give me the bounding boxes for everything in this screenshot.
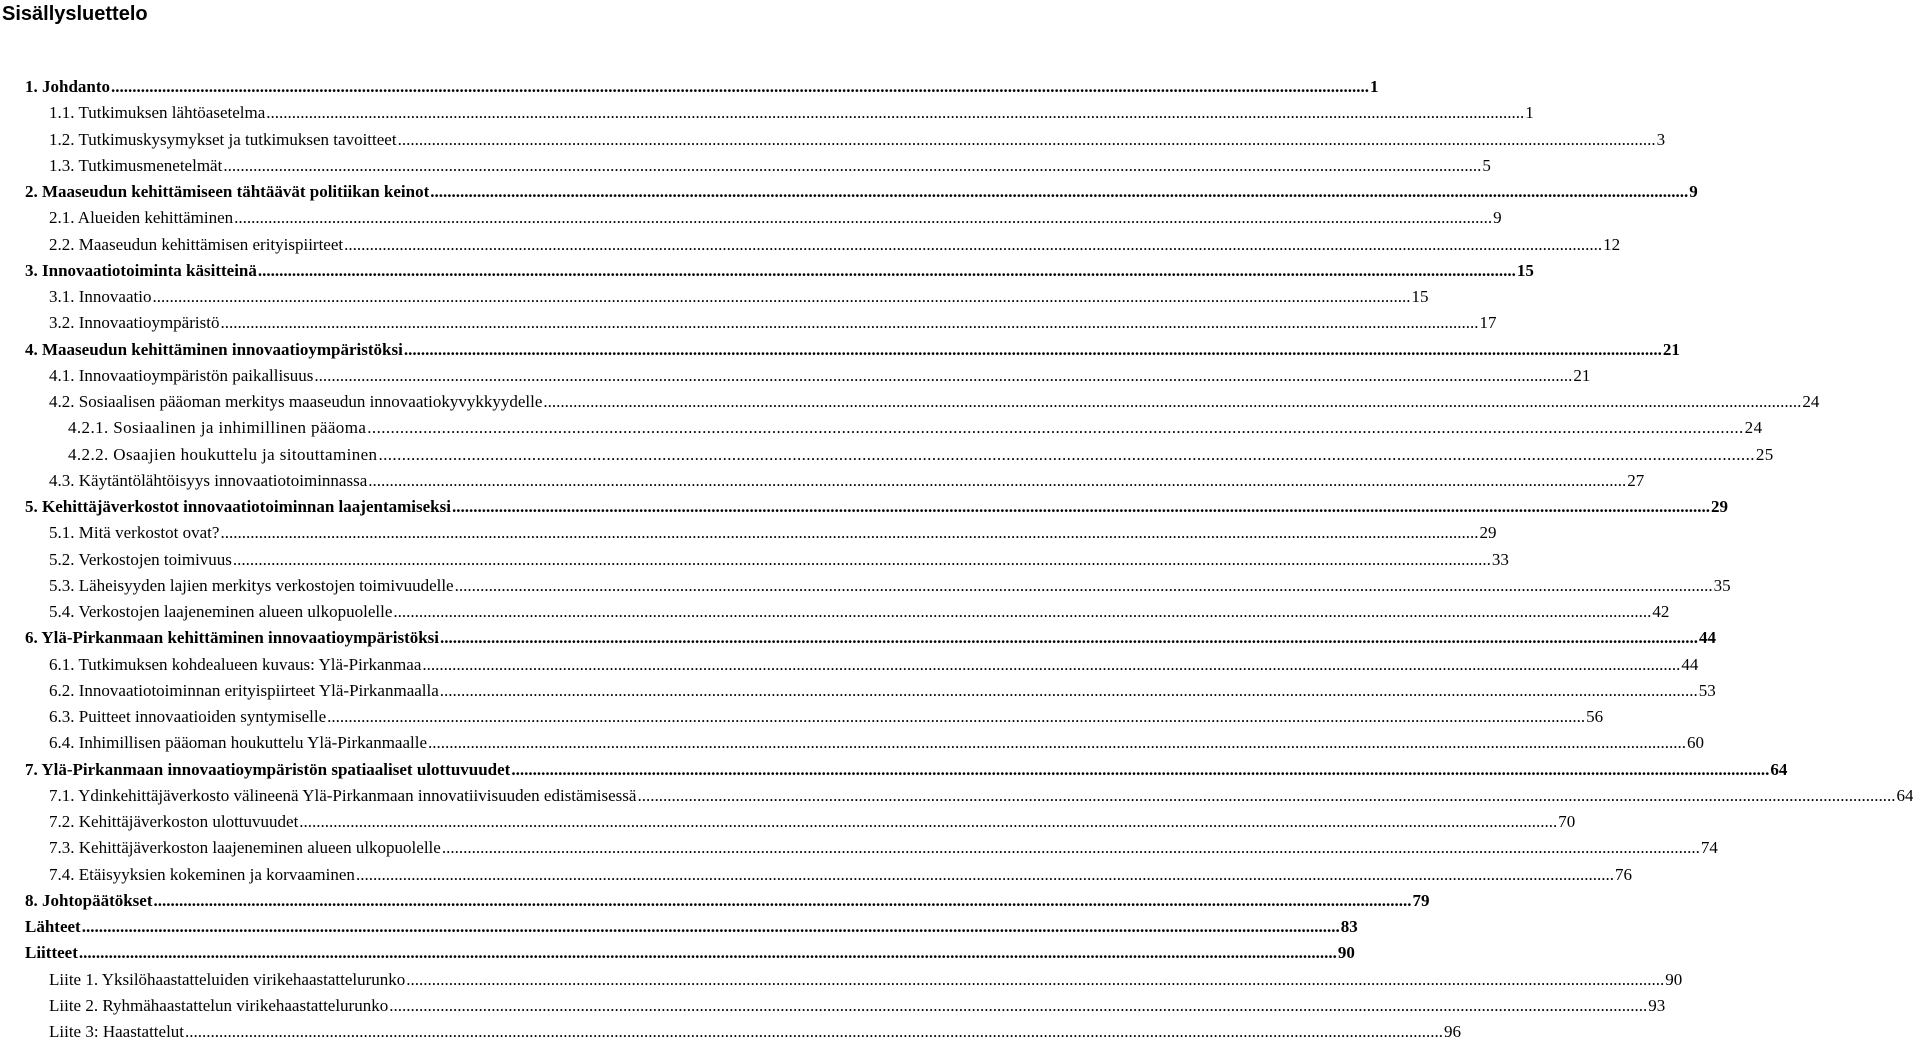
toc-dot-leader xyxy=(327,704,1585,730)
toc-entry-title: 6.2. Innovaatiotoiminnan erityispiirteet Ylä-Pirkanmaalla xyxy=(49,680,439,700)
toc-entry-title: 1. Johdanto xyxy=(25,77,111,96)
toc-entry-31[interactable] xyxy=(0,862,1632,888)
toc-entry-27[interactable] xyxy=(0,757,1788,783)
toc-entry-title: 7.2. Kehittäjäverkoston ulottuvuudet xyxy=(49,812,299,831)
toc-dot-leader xyxy=(299,809,1557,835)
toc-dot-leader xyxy=(111,74,1369,100)
toc-entry-22[interactable] xyxy=(0,625,1717,651)
toc-entry-26[interactable] xyxy=(0,730,1705,756)
toc-dot-leader xyxy=(422,652,1680,678)
toc-entry-page-number: 21 xyxy=(1662,339,1680,359)
toc-entry-17[interactable] xyxy=(0,494,1728,520)
toc-dot-leader xyxy=(152,284,1410,310)
toc-dot-leader xyxy=(220,520,1478,546)
toc-dot-leader xyxy=(404,337,1662,363)
toc-dot-leader xyxy=(440,678,1698,704)
table-of-contents xyxy=(0,74,1913,1045)
toc-dot-leader xyxy=(79,940,1337,966)
toc-entry-page-number: 17 xyxy=(1479,313,1497,333)
toc-entry-page-number: 83 xyxy=(1340,917,1358,936)
toc-dot-leader xyxy=(428,730,1686,756)
toc-entry-7[interactable] xyxy=(0,232,1621,258)
toc-entry-title: 6.1. Tutkimuksen kohdealueen kuvaus: Ylä-Pirkanmaa xyxy=(49,654,422,674)
toc-entry-page-number: 24 xyxy=(1744,418,1763,438)
toc-entry-37[interactable] xyxy=(0,1019,1462,1045)
toc-entry-title: 4.3. Käytäntölähtöisyys innovaatiotoiminnassa xyxy=(49,470,368,490)
toc-dot-leader xyxy=(455,573,1713,599)
toc-dot-leader xyxy=(344,232,1602,258)
toc-entry-12[interactable] xyxy=(0,363,1591,389)
toc-entry-title: Liitteet xyxy=(25,943,78,963)
toc-entry-page-number: 35 xyxy=(1713,575,1731,595)
toc-entry-page-number: 9 xyxy=(1493,208,1502,228)
toc-entry-36[interactable] xyxy=(0,993,1666,1019)
toc-entry-title: 5.3. Läheisyyden lajien merkitys verkostojen toimivuudelle xyxy=(49,575,454,595)
toc-entry-1[interactable] xyxy=(0,74,1379,100)
toc-entry-28[interactable] xyxy=(0,783,1913,809)
toc-entry-6[interactable] xyxy=(0,205,1502,231)
toc-entry-page-number: 21 xyxy=(1573,365,1591,385)
toc-entry-10[interactable] xyxy=(0,310,1497,336)
toc-dot-leader xyxy=(314,363,1572,389)
toc-entry-page-number: 25 xyxy=(1755,444,1774,464)
toc-entry-page-number: 42 xyxy=(1652,602,1670,621)
toc-entry-34[interactable] xyxy=(0,940,1355,966)
toc-entry-title: 7.4. Etäisyyksien kokeminen ja korvaaminen xyxy=(49,864,355,884)
toc-entry-title: Liite 3: Haastattelut xyxy=(49,1022,185,1041)
toc-entry-page-number: 53 xyxy=(1698,680,1716,700)
toc-entry-page-number: 12 xyxy=(1603,234,1621,254)
toc-dot-leader xyxy=(543,389,1801,415)
toc-entry-page-number: 79 xyxy=(1412,890,1430,910)
toc-dot-leader xyxy=(258,258,1516,284)
toc-entry-page-number: 1 xyxy=(1370,77,1379,96)
toc-entry-title: 4. Maaseudun kehittäminen innovaatioympäristöksi xyxy=(25,339,403,359)
toc-entry-3[interactable] xyxy=(0,127,1666,153)
toc-entry-page-number: 96 xyxy=(1444,1022,1462,1041)
toc-dot-leader xyxy=(378,442,1754,468)
toc-entry-page-number: 90 xyxy=(1337,943,1355,963)
toc-dot-leader xyxy=(406,967,1664,993)
toc-entry-18[interactable] xyxy=(0,520,1497,546)
toc-entry-13[interactable] xyxy=(0,389,1820,415)
toc-entry-24[interactable] xyxy=(0,678,1716,704)
toc-entry-25[interactable] xyxy=(0,704,1604,730)
toc-entry-title: Liite 2. Ryhmähaastattelun virikehaastattelurunko xyxy=(49,995,389,1015)
toc-entry-33[interactable] xyxy=(0,914,1358,940)
toc-entry-title: 6. Ylä-Pirkanmaan kehittäminen innovaatioympäristöksi xyxy=(25,628,440,648)
toc-entry-page-number: 15 xyxy=(1516,260,1534,280)
toc-entry-title: 3.2. Innovaatioympäristö xyxy=(49,313,220,333)
toc-dot-leader xyxy=(389,993,1647,1019)
toc-entry-title: 7.3. Kehittäjäverkoston laajeneminen alueen ulkopuolelle xyxy=(49,838,441,858)
toc-entry-page-number: 29 xyxy=(1710,497,1728,516)
toc-dot-leader xyxy=(367,415,1743,441)
toc-entry-page-number: 64 xyxy=(1770,759,1788,779)
toc-dot-leader xyxy=(452,494,1710,520)
toc-entry-title: 4.2.2. Osaajien houkuttelu ja sitouttaminen xyxy=(68,444,378,464)
toc-entry-page-number: 1 xyxy=(1525,103,1534,123)
toc-entry-title: 5. Kehittäjäverkostot innovaatiotoiminnan laajentamiseksi xyxy=(25,497,451,516)
toc-entry-35[interactable] xyxy=(0,967,1683,993)
page-title: Sisällysluettelo xyxy=(2,3,148,25)
toc-entry-title: 4.2. Sosiaalisen pääoman merkitys maaseudun innovaatiokyvykkyydelle xyxy=(49,392,543,411)
toc-entry-21[interactable] xyxy=(0,599,1670,625)
toc-dot-leader xyxy=(440,625,1698,651)
toc-entry-page-number: 33 xyxy=(1491,549,1509,569)
toc-entry-30[interactable] xyxy=(0,835,1718,861)
toc-entry-title: 3.1. Innovaatio xyxy=(49,287,152,306)
toc-entry-title: 8. Johtopäätökset xyxy=(25,890,153,910)
toc-entry-title: 4.2.1. Sosiaalinen ja inhimillinen pääoma xyxy=(68,418,367,438)
toc-dot-leader xyxy=(154,888,1412,914)
toc-entry-page-number: 93 xyxy=(1648,995,1666,1015)
toc-dot-leader xyxy=(368,468,1626,494)
toc-entry-page-number: 44 xyxy=(1681,654,1699,674)
toc-entry-page-number: 70 xyxy=(1558,812,1576,831)
toc-entry-page-number: 3 xyxy=(1656,129,1666,149)
toc-entry-page-number: 5 xyxy=(1482,155,1491,175)
toc-entry-title: 7.1. Ydinkehittäjäverkosto välineenä Ylä-Pirkanmaan innovatiivisuuden edistämisessä xyxy=(49,785,637,805)
toc-dot-leader xyxy=(223,153,1481,179)
toc-entry-29[interactable] xyxy=(0,809,1576,835)
toc-entry-page-number: 24 xyxy=(1802,392,1820,411)
toc-dot-leader xyxy=(637,783,1895,809)
toc-entry-title: 2. Maaseudun kehittämiseen tähtäävät politiikan keinot xyxy=(25,182,430,201)
toc-entry-title: 5.1. Mitä verkostot ovat? xyxy=(49,523,220,543)
toc-dot-leader xyxy=(430,179,1688,205)
toc-entry-20[interactable] xyxy=(0,573,1731,599)
toc-entry-11[interactable] xyxy=(0,337,1680,363)
toc-dot-leader xyxy=(234,205,1492,231)
toc-entry-title: 3. Innovaatiotoiminta käsitteinä xyxy=(25,260,257,280)
toc-dot-leader xyxy=(511,757,1769,783)
toc-entry-page-number: 90 xyxy=(1665,969,1683,989)
toc-entry-page-number: 64 xyxy=(1896,785,1913,805)
toc-entry-2[interactable] xyxy=(0,100,1534,126)
toc-entry-page-number: 56 xyxy=(1586,707,1604,726)
toc-dot-leader xyxy=(266,100,1524,126)
toc-entry-title: Liite 1. Yksilöhaastatteluiden virikehaastattelurunko xyxy=(49,969,406,989)
toc-entry-title: 1.3. Tutkimusmenetelmät xyxy=(49,155,223,175)
toc-entry-page-number: 74 xyxy=(1700,838,1718,858)
toc-entry-15[interactable] xyxy=(0,442,1774,468)
toc-entry-8[interactable] xyxy=(0,258,1534,284)
toc-dot-leader xyxy=(82,914,1340,940)
toc-entry-page-number: 27 xyxy=(1627,470,1645,490)
toc-dot-leader xyxy=(220,310,1478,336)
toc-dot-leader xyxy=(442,835,1700,861)
toc-entry-title: 6.4. Inhimillisen pääoman houkuttelu Ylä-Pirkanmaalle xyxy=(49,733,428,753)
toc-entry-9[interactable] xyxy=(0,284,1429,310)
toc-entry-title: Lähteet xyxy=(25,917,81,936)
toc-entry-16[interactable] xyxy=(0,468,1645,494)
toc-entry-title: 2.1. Alueiden kehittäminen xyxy=(49,208,234,228)
toc-entry-19[interactable] xyxy=(0,547,1509,573)
toc-entry-page-number: 15 xyxy=(1411,287,1429,306)
toc-entry-page-number: 29 xyxy=(1479,523,1497,543)
toc-entry-4[interactable] xyxy=(0,153,1491,179)
toc-entry-title: 1.1. Tutkimuksen lähtöasetelma xyxy=(49,103,266,123)
toc-dot-leader xyxy=(233,547,1491,573)
toc-entry-title: 5.2. Verkostojen toimivuus xyxy=(49,549,232,569)
toc-entry-title: 2.2. Maaseudun kehittämisen erityispiirteet xyxy=(49,234,344,254)
toc-entry-title: 5.4. Verkostojen laajeneminen alueen ulkopuolelle xyxy=(49,602,393,621)
toc-entry-title: 1.2. Tutkimuskysymykset ja tutkimuksen tavoitteet xyxy=(49,129,397,149)
toc-entry-title: 7. Ylä-Pirkanmaan innovaatioympäristön spatiaaliset ulottuvuudet xyxy=(25,759,511,779)
toc-entry-32[interactable] xyxy=(0,888,1430,914)
toc-dot-leader xyxy=(393,599,1651,625)
toc-entry-14[interactable] xyxy=(0,415,1763,441)
toc-dot-leader xyxy=(185,1019,1443,1045)
toc-dot-leader xyxy=(398,127,1656,153)
toc-entry-23[interactable] xyxy=(0,652,1699,678)
toc-entry-title: 4.1. Innovaatioympäristön paikallisuus xyxy=(49,365,314,385)
toc-entry-page-number: 60 xyxy=(1687,733,1705,753)
toc-dot-leader xyxy=(356,862,1614,888)
toc-entry-title: 6.3. Puitteet innovaatioiden syntymiselle xyxy=(49,707,327,726)
toc-entry-page-number: 76 xyxy=(1614,864,1632,884)
toc-entry-page-number: 9 xyxy=(1689,182,1698,201)
toc-entry-5[interactable] xyxy=(0,179,1698,205)
toc-entry-page-number: 44 xyxy=(1699,628,1717,648)
